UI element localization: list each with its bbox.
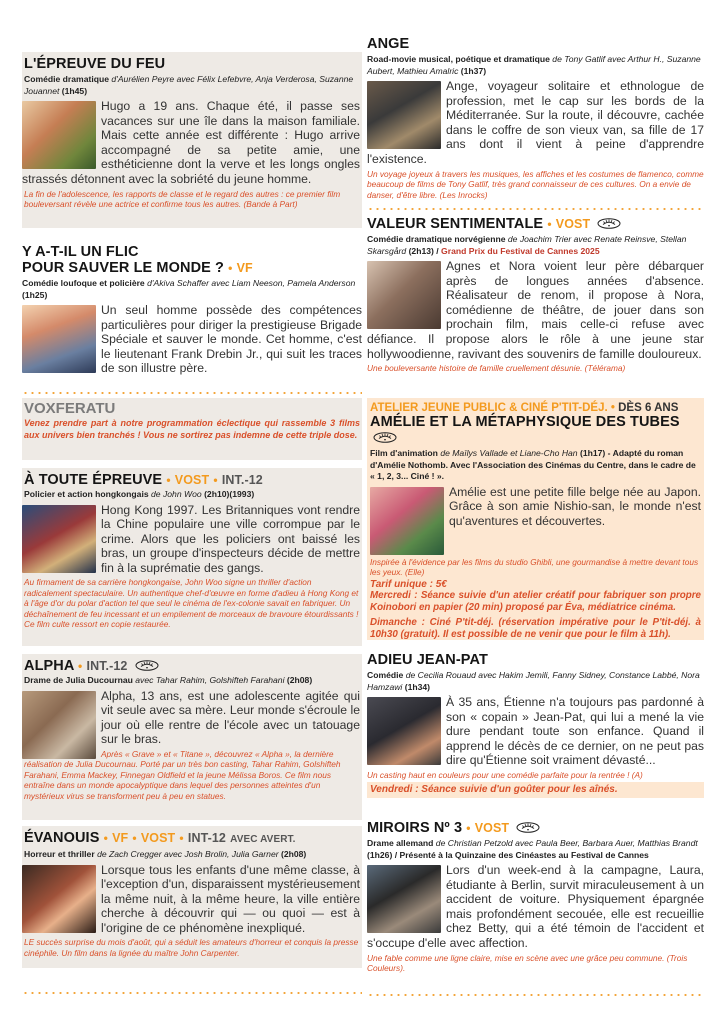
- film-a-toute-epreuve: [22, 468, 362, 646]
- sunday-note: Dimanche : Ciné P'tit-déj. (réservation impérative pour le P'tit-déj. à 10h30 (gratuit). Il est possible de ne venir que pour le film à 11h).: [370, 617, 701, 640]
- cannes-palm-icon: [516, 822, 540, 833]
- film-meta: Comédie loufoque et policière d'Akiva Schaffer avec Liam Neeson, Pamela Anderson (1h25): [22, 278, 356, 300]
- film-synopsis: Alpha, 13 ans, est une adolescente agitée qui vit seule avec sa mère. Leur monde s'écroule le jour où elle rentre de l'école avec un tatouage sur le bras.: [101, 688, 360, 747]
- award-text: Grand Prix du Festival de Cannes 2025: [441, 245, 600, 256]
- price-text: Tarif unique : 5€: [370, 578, 447, 590]
- film-meta: Road-movie musical, poétique et dramatique de Tony Gatlif avec Arthur H., Suzanne Aubert, Mathieu Amalric (1h37): [367, 54, 701, 76]
- film-epreuve-du-feu: [22, 52, 362, 228]
- film-meta: Drame allemand de Christian Petzold avec Paula Beer, Barbara Auer, Matthias Brandt (1h26) / Présenté à la Quinzaine des Cinéastes au Festival de Cannes: [367, 838, 698, 860]
- film-valeur-sentimentale: [367, 214, 704, 392]
- film-title: ÉVANOUIS • VF • VOST • INT-12 AVEC AVERT.: [24, 830, 296, 846]
- film-miroirs-n3: [367, 818, 704, 988]
- film-poster-image: [22, 505, 96, 573]
- film-title: ANGE: [367, 36, 410, 52]
- event-kicker: ATELIER JEUNE PUBLIC & CINÉ P'TIT-DÉJ. • DÈS 6 ANS: [370, 402, 679, 414]
- cannes-palm-icon: [597, 218, 621, 229]
- film-quote: LE succès surprise du mois d'août, qui a séduit les amateurs d'horreur et conquis la presse cinéphile. Un film dans la lignée du maître John Carpenter.: [24, 937, 359, 958]
- film-y-a-t-il-un-flic: [22, 240, 362, 388]
- film-title: Y A-T-IL UN FLIC POUR SAUVER LE MONDE ? • VF: [22, 244, 253, 276]
- film-synopsis: Amélie est une petite fille belge née au Japon. Grâce à son amie Nishio-san, le monde n'est qu'aventures et découvertes.: [449, 484, 701, 528]
- film-title: À TOUTE ÉPREUVE • VOST • INT.-12: [24, 472, 263, 488]
- film-meta: Policier et action hongkongais de John Woo (2h10)(1993): [24, 489, 255, 499]
- language-badge: VOST: [174, 473, 210, 487]
- film-poster-image: [367, 81, 441, 149]
- film-poster-image: [22, 865, 96, 933]
- film-title: ADIEU JEAN-PAT: [367, 652, 488, 668]
- film-synopsis: Agnes et Nora voient leur père débarquer après de longues années d'absence. Réalisateur de renom, il propose à Nora, comédienne de théâtre, de jouer dans son prochain film, mais celle-ci refuse avec défiance. Il propose alors le rôle à une jeune star hollywoodienne, ravivant des souvenirs de famille douloureux.: [367, 259, 704, 361]
- divider: [367, 994, 704, 996]
- film-adieu-jean-pat: [367, 650, 704, 812]
- film-ange: [367, 34, 704, 202]
- film-poster-image: [22, 305, 96, 373]
- age-rating-badge: INT-12: [187, 831, 226, 845]
- film-synopsis: Hong Kong 1997. Les Britanniques vont rendre la Chine populaire une ville corrompue par le crime. Alors que les policiers ont baissé les bras, un groupe d'inspecteurs décide de mettre fin à la suprématie des gangs.: [101, 502, 360, 575]
- section-title: VOXFERATU: [24, 400, 116, 417]
- film-synopsis: Hugo a 19 ans. Chaque été, il passe ses vacances sur une île dans la maison familiale. Mais cette année est différente : Hugo arrive accompagné de sa petite amie, une esthéticienne dont la verve et les longs ongles strassés détonnent avec la sobriété du jeune homme.: [22, 99, 360, 186]
- film-poster-image: [367, 261, 441, 329]
- film-evanouis: [22, 826, 362, 968]
- divider: [22, 992, 362, 994]
- language-badge: VOST: [474, 821, 510, 835]
- film-poster-image: [22, 101, 96, 169]
- film-synopsis: Un seul homme possède des compétences particulières pour diriger la prestigieuse Brigade Spéciale et sauver le monde. Cet homme, c'est le lieutenant Frank Drebin Jr., qui suit les traces de son illustre père.: [101, 303, 362, 376]
- film-meta: Drame de Julia Ducournau avec Tahar Rahim, Golshifteh Farahani (2h08): [24, 675, 313, 685]
- wednesday-note: Mercredi : Séance suivie d'un atelier créatif pour fabriquer son propre Koinobori en papier (20 min) proposé par Éva, médiatrice cinéma.: [370, 590, 701, 613]
- film-poster-image: [370, 487, 444, 555]
- language-badge: VOST: [140, 831, 176, 845]
- cannes-palm-icon: [135, 660, 159, 671]
- section-voxferatu: [22, 398, 362, 460]
- film-quote: Inspirée à l'évidence par les films du studio Ghibli, une gourmandise à mettre devant tous les yeux. (Elle): [370, 556, 699, 577]
- film-title: L'ÉPREUVE DU FEU: [24, 56, 166, 72]
- film-quote: Un casting haut en couleurs pour une comédie parfaite pour la rentrée ! (A): [367, 769, 643, 780]
- age-rating-badge: INT.-12: [86, 659, 128, 673]
- film-meta: Comédie de Cecilia Rouaud avec Hakim Jemili, Fanny Sidney, Constance Labbé, Nora Hamzawi (1h34): [367, 670, 700, 692]
- film-meta: Film d'animation de Maïlys Vallade et Liane-Cho Han (1h17) - Adapté du roman d'Amélie Nothomb. Avec l'Association des Cinémas du Centre, dans le cadre de « 1, 2, 3... Ciné ! ».: [370, 448, 696, 481]
- film-quote: Une fable comme une ligne claire, mise en scène avec une grâce peu commune. (Trois Couleurs).: [367, 952, 688, 974]
- film-amelie: [367, 398, 704, 640]
- section-text: Venez prendre part à notre programmation éclectique qui rassemble 3 films aux univers bien tranchés ! Vous ne sortirez pas indemne de cette triple dose.: [24, 418, 360, 440]
- film-title: VALEUR SENTIMENTALE • VOST: [367, 214, 704, 232]
- film-title: AMÉLIE ET LA MÉTAPHYSIQUE DES TUBES: [367, 414, 704, 446]
- language-badge: VF: [112, 831, 129, 845]
- film-title: MIROIRS Nº 3 • VOST: [367, 818, 704, 836]
- friday-note: Vendredi : Séance suivie d'un goûter pour les aînés.: [367, 782, 704, 798]
- film-synopsis: Lors d'un week-end à la campagne, Laura, étudiante à Berlin, survit miraculeusement à un accident de voiture. Physiquement épargnée mais profondément secouée, elle est recueillie chez Betty, qui a été témoin de l'accident et s'occupe d'elle avec affection.: [367, 863, 704, 950]
- film-quote: Au firmament de sa carrière hongkongaise, John Woo signe un thriller d'action radicalement spectaculaire. Un authentique chef-d'œuvre en forme d'adieu à Hong Kong et à l'âge d'or du polar d'action tel que seul le cinéma de l'ex-colonie savait en fabriquer. Un déchaînement de feu incessant et un empilement de morceaux de bravoure étourdissants ! Ce film culte ressort en copie restaurée.: [24, 577, 359, 630]
- film-meta: Comédie dramatique norvégienne de Joachim Trier avec Renate Reinsve, Stellan Skarsgård (2h13) / Grand Prix du Festival de Cannes 2025: [367, 234, 687, 256]
- film-meta: Horreur et thriller de Zach Cregger avec Josh Brolin, Julia Garner (2h08): [24, 849, 307, 859]
- film-synopsis: Ange, voyageur solitaire et ethnologue de profession, met le cap sur les bords de la Méditerranée. Sur la route, il découvre, cachée dans le coffre de son vieux van, sa fille de 17 ans dont il vient à peine d'apprendre l'existence.: [367, 79, 704, 166]
- film-meta: Comédie dramatique d'Aurélien Peyre avec Félix Lefebvre, Anja Verderosa, Suzanne Jouannet (1h45): [24, 74, 354, 96]
- film-title: ALPHA • INT.-12: [22, 654, 362, 675]
- warning-badge: AVEC AVERT.: [230, 834, 296, 845]
- film-alpha: [22, 654, 362, 820]
- divider: [367, 208, 704, 210]
- film-poster-image: [367, 865, 441, 933]
- film-quote: Un voyage joyeux à travers les musiques, les affiches et les costumes de flamenco, comme beaucoup de films de Tony Gatlif, très grand connaisseur de ces cultures. On a envie de danser, d'être libre. (Les Inrocks): [367, 168, 704, 200]
- film-quote: Après « Grave » et « Titane », découvrez « Alpha », la dernière réalisation de Julia Ducournau. Porté par un très bon casting, Tahar Rahim, Golshifteh Farahani, Emma Mackey, Finnegan Oldfield et la jeune Mélissa Boros. Ce film nous entraîne dans un monde apocalyptique dans lequel des personnes atteintes d'un mystérieux virus se transforment peu à peu en statues.: [24, 748, 341, 801]
- film-quote: Une bouleversante histoire de famille cruellement désunie. (Télérama): [367, 363, 626, 374]
- film-poster-image: [367, 697, 441, 765]
- age-rating-badge: INT.-12: [221, 473, 263, 487]
- film-poster-image: [22, 691, 96, 759]
- film-synopsis: À 35 ans, Étienne n'a toujours pas pardonné à son « copain » Jean-Pat, qui lui a mené la vie dure pendant toute son enfance. Quand il apprend le décès de ce dernier, on ne peut pas dire qu'Étienne soit vraiment dévasté...: [446, 695, 704, 768]
- language-badge: VOST: [555, 217, 591, 231]
- language-badge: VF: [236, 261, 253, 275]
- cannes-palm-icon: [373, 432, 397, 443]
- film-synopsis: Lorsque tous les enfants d'une même classe, à l'exception d'un, disparaissent mystérieusement la même nuit, à la même heure, la ville entière cherche à découvrir qui — ou quoi — est à l'origine de ce phénomène inexpliqué.: [101, 862, 360, 935]
- divider: [22, 392, 362, 394]
- film-quote: La fin de l'adolescence, les rapports de classe et le regard des autres : ce premier film bouleversant révèle une actrice et confirme tous les autres. (Bande à Part): [24, 188, 341, 210]
